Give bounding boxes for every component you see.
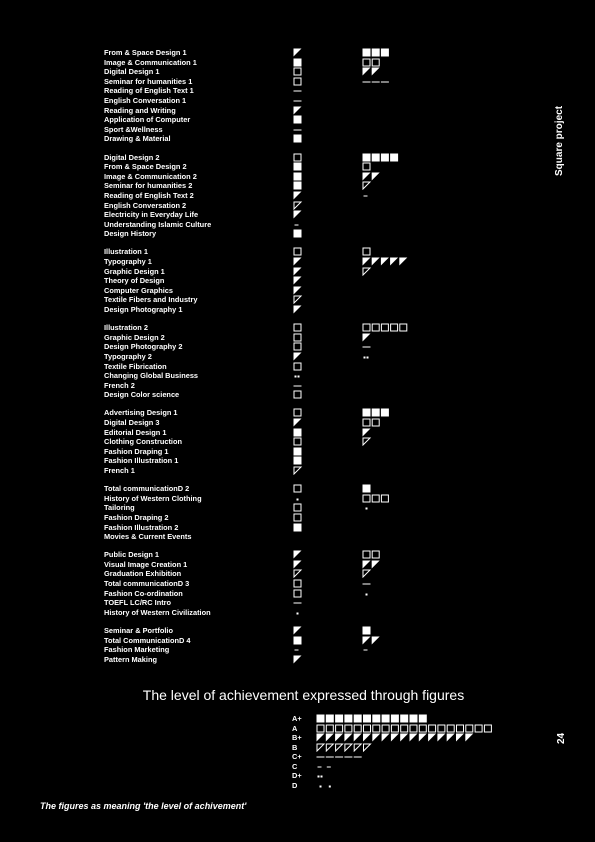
course-name: French 2 xyxy=(104,380,135,390)
grade-mark xyxy=(293,220,307,229)
course-name: Design Color science xyxy=(104,390,180,400)
course-name: Design History xyxy=(104,229,157,239)
course-name: English Conversation 1 xyxy=(104,96,187,105)
course-name: Application of Computer xyxy=(104,115,191,125)
course-name: Illustration 1 xyxy=(104,247,148,257)
semester-summary-row xyxy=(362,579,373,588)
semester-summary-row xyxy=(362,77,391,86)
legend-symbol-row xyxy=(316,714,432,723)
course-name: Graphic Design 2 xyxy=(104,332,165,342)
course-name: English Conversation 2 xyxy=(104,200,187,210)
course-name: Typography 2 xyxy=(104,351,152,361)
grade-mark xyxy=(293,418,307,427)
semester-summary-row xyxy=(362,352,373,361)
grade-mark xyxy=(293,58,307,67)
legend-symbol-row xyxy=(316,781,339,790)
grade-mark xyxy=(293,257,307,266)
grade-mark xyxy=(293,466,307,475)
grade-mark xyxy=(293,323,307,332)
course-name: Fashion Marketing xyxy=(104,645,170,655)
course-name: Electricity in Everyday Life xyxy=(104,210,199,220)
grade-mark xyxy=(293,276,307,285)
grade-mark xyxy=(293,96,307,105)
semester-summary-row xyxy=(362,408,391,417)
footnote: The figures as meaning 'the level of achivement' xyxy=(40,801,247,811)
course-name: Reading and Writing xyxy=(104,105,176,115)
grade-mark xyxy=(293,342,307,351)
semester-summary-row xyxy=(362,323,409,332)
grade-mark xyxy=(293,210,307,219)
grade-mark xyxy=(293,48,307,57)
semester-summary-row xyxy=(362,503,373,512)
course-name: Sport &Wellness xyxy=(104,124,163,134)
grade-mark xyxy=(293,428,307,437)
grade-mark xyxy=(293,579,307,588)
grade-mark xyxy=(293,162,307,171)
semester-summary-row xyxy=(362,589,373,598)
course-name: Theory of Design xyxy=(104,276,165,286)
semester-summary-row xyxy=(362,153,400,162)
grade-mark xyxy=(293,247,307,256)
grade-mark xyxy=(293,408,307,417)
course-name: Graduation Exhibition xyxy=(104,569,182,579)
grade-mark xyxy=(293,333,307,342)
course-name: Total communicationD 2 xyxy=(104,484,190,494)
semester-summary-row xyxy=(362,67,382,76)
course-name: Drawing & Material xyxy=(104,134,171,144)
course-name: TOEFL LC/RC Intro xyxy=(104,598,172,608)
grade-mark xyxy=(293,134,307,143)
semester-summary-row xyxy=(362,247,373,256)
grade-mark xyxy=(293,125,307,134)
course-name: Understanding Islamic Culture xyxy=(104,219,212,229)
course-name: History of Western Clothing xyxy=(104,493,202,503)
course-name: Movies & Current Events xyxy=(104,532,192,542)
semester-summary-row xyxy=(362,342,373,351)
grade-mark xyxy=(293,437,307,446)
legend-grade-label: C+ xyxy=(292,752,302,761)
course-name: Digital Design 2 xyxy=(104,152,160,162)
grade-mark xyxy=(293,390,307,399)
grade-mark xyxy=(293,181,307,190)
grade-mark xyxy=(293,626,307,635)
grade-mark xyxy=(293,569,307,578)
course-name: Design Photography 1 xyxy=(104,305,183,314)
semester-summary-row xyxy=(362,172,382,181)
grade-mark xyxy=(293,362,307,371)
grade-mark xyxy=(293,153,307,162)
side-title: Square project xyxy=(554,105,565,176)
course-name: Image & Communication 2 xyxy=(104,171,197,181)
page-number: 24 xyxy=(556,732,567,744)
grade-mark xyxy=(293,286,307,295)
course-name: Public Design 1 xyxy=(104,550,160,560)
grade-mark xyxy=(293,115,307,124)
course-name: Fashion Illustration 1 xyxy=(104,456,179,466)
semester-summary-row xyxy=(362,494,391,503)
grade-mark xyxy=(293,589,307,598)
course-name: Pattern Making xyxy=(104,654,157,664)
course-name: Digital Design 1 xyxy=(104,67,160,77)
course-name: Editorial Design 1 xyxy=(104,427,167,437)
course-name: Reading of English Text 1 xyxy=(104,86,194,96)
course-name: From & Space Design 1 xyxy=(104,48,187,57)
course-name: Textile Fibers and Industry xyxy=(104,295,198,305)
course-name: Changing Global Business xyxy=(104,371,199,381)
course-name: Seminar & Portfolio xyxy=(104,625,173,635)
grade-mark xyxy=(293,305,307,314)
grade-mark xyxy=(293,636,307,645)
grade-mark xyxy=(293,67,307,76)
course-name: Image & Communication 1 xyxy=(104,57,197,67)
grade-mark xyxy=(293,560,307,569)
course-name: Seminar for humanities 2 xyxy=(104,181,193,191)
course-name: Computer Graphics xyxy=(104,285,173,295)
semester-summary-row xyxy=(362,191,373,200)
course-name: Seminar for humanities 1 xyxy=(104,76,193,86)
grade-mark xyxy=(293,550,307,559)
grade-mark xyxy=(293,191,307,200)
course-name: Design Photography 2 xyxy=(104,342,183,352)
course-name: Reading of English Text 2 xyxy=(104,190,194,200)
semester-summary-row xyxy=(362,484,373,493)
course-name: Total communicationD 3 xyxy=(104,579,190,588)
grade-mark xyxy=(293,645,307,654)
grade-mark xyxy=(293,229,307,238)
semester-summary-row xyxy=(362,181,373,190)
legend-grade-label: D+ xyxy=(292,771,302,780)
course-name: Fashion Draping 1 xyxy=(104,446,169,456)
grade-mark xyxy=(293,381,307,390)
legend-grade-label: B+ xyxy=(292,733,302,742)
legend-symbol-row xyxy=(316,743,376,752)
grade-mark xyxy=(293,484,307,493)
grade-mark xyxy=(293,77,307,86)
course-name: Advertising Design 1 xyxy=(104,408,178,418)
grade-mark xyxy=(293,267,307,276)
grade-mark xyxy=(293,172,307,181)
semester-summary-row xyxy=(362,333,373,342)
legend-grade-label: D xyxy=(292,780,298,790)
semester-summary-row xyxy=(362,428,373,437)
legend-symbol-row xyxy=(316,724,497,733)
course-name: Illustration 2 xyxy=(104,323,148,333)
course-name: Clothing Construction xyxy=(104,437,182,447)
semester-summary-row xyxy=(362,257,409,266)
semester-summary-row xyxy=(362,162,373,171)
grade-mark xyxy=(293,86,307,95)
grade-mark xyxy=(293,106,307,115)
semester-summary-row xyxy=(362,418,382,427)
legend-grade-label: A+ xyxy=(292,714,302,723)
semester-summary-row xyxy=(362,645,373,654)
grade-mark xyxy=(293,494,307,503)
course-name: Total CommunicationD 4 xyxy=(104,635,191,645)
course-name: French 1 xyxy=(104,466,135,475)
course-name: History of Western Civilization xyxy=(104,607,211,617)
grade-mark xyxy=(293,598,307,607)
course-name: Visual Image Creation 1 xyxy=(104,559,188,569)
legend-symbol-row xyxy=(316,762,339,771)
course-name: Textile Fibrication xyxy=(104,361,167,371)
grade-mark xyxy=(293,513,307,522)
course-name: Typography 1 xyxy=(104,257,152,266)
legend-symbol-row xyxy=(316,733,478,742)
semester-summary-row xyxy=(362,267,373,276)
grade-mark xyxy=(293,352,307,361)
course-name: Digital Design 3 xyxy=(104,418,160,427)
course-name: Fashion Illustration 2 xyxy=(104,522,179,532)
course-name: Tailoring xyxy=(104,503,135,513)
course-name: Fashion Draping 2 xyxy=(104,512,169,522)
legend-heading: The level of achievement expressed through figures xyxy=(142,687,465,703)
grade-mark xyxy=(293,371,307,380)
grade-mark xyxy=(293,655,307,664)
semester-summary-row xyxy=(362,636,382,645)
grade-mark xyxy=(293,503,307,512)
semester-summary-row xyxy=(362,58,382,67)
semester-summary-row xyxy=(362,550,382,559)
grade-mark xyxy=(293,201,307,210)
legend-symbol-row xyxy=(316,752,367,761)
semester-summary-row xyxy=(362,48,391,57)
semester-summary-row xyxy=(362,437,373,446)
semester-summary-row xyxy=(362,626,373,635)
semester-summary-row xyxy=(362,560,382,569)
semester-summary-row xyxy=(362,569,373,578)
legend-grade-label: C xyxy=(292,761,298,771)
grade-mark xyxy=(293,523,307,532)
legend-grade-label: A xyxy=(292,723,298,733)
grade-mark xyxy=(293,447,307,456)
legend-symbol-row xyxy=(316,771,329,780)
grade-mark xyxy=(293,295,307,304)
course-name: From & Space Design 2 xyxy=(104,162,187,172)
grade-mark xyxy=(293,608,307,617)
legend-grade-label: B xyxy=(292,742,298,752)
grade-mark xyxy=(293,456,307,465)
course-name: Fashion Co-ordination xyxy=(104,588,183,598)
course-name: Graphic Design 1 xyxy=(104,266,165,276)
